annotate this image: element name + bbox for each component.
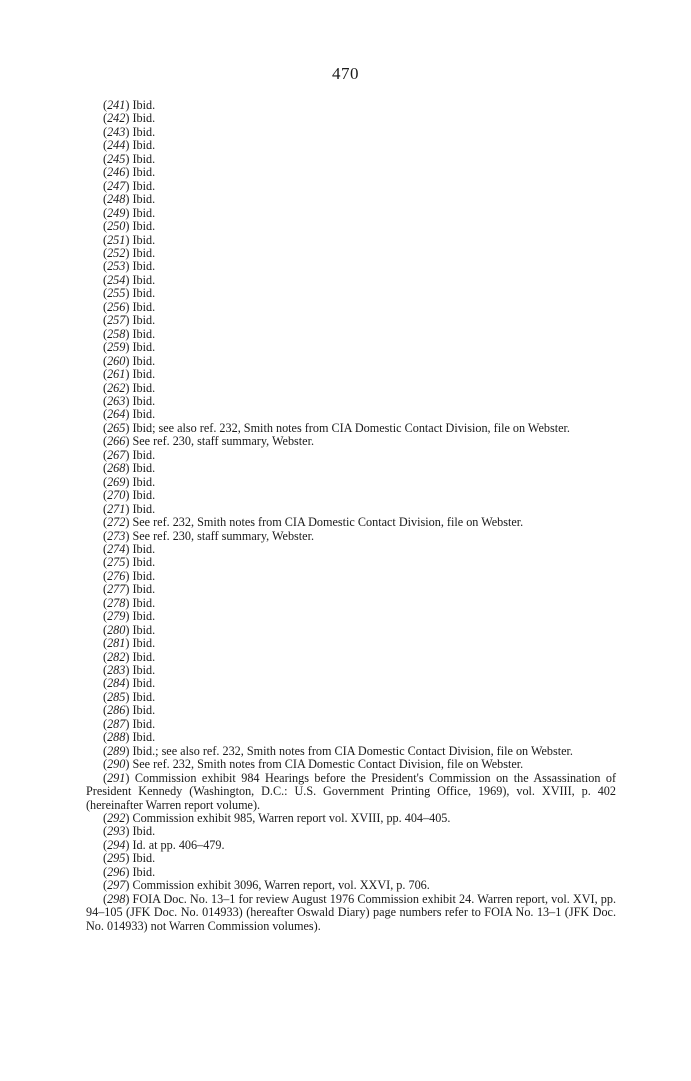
endnote-text: Ibid.: [132, 447, 156, 462]
endnote-256: (256) Ibid.: [103, 299, 156, 314]
endnote-number: 296: [107, 864, 126, 879]
endnote-number: 251: [107, 232, 126, 247]
endnote-number: 289: [107, 743, 126, 758]
endnote-text: Ibid.: [132, 595, 156, 610]
endnote-261: (261) Ibid.: [103, 367, 156, 382]
endnote-number: 278: [107, 595, 126, 610]
endnote-number: 253: [107, 259, 126, 274]
page-number: 470: [332, 64, 359, 83]
endnote-267: (267) Ibid.: [103, 447, 156, 462]
endnote-number: 246: [107, 165, 126, 180]
endnote-text: Ibid.: [132, 353, 156, 368]
endnote-text: FOIA Doc. No. 13–1 for review August 1976 Commission exhibit 24. Warren report, vol. XVI, pp. 94–105 (JFK Doc. No. 014933) (hereafter Oswald Diary) page numbers refer to FOIA No. 13–1 (JFK Doc. No. 014933) not Warren Commission volumes).: [86, 891, 616, 933]
endnote-287: (287) Ibid.: [103, 716, 156, 731]
endnote-251: (251) Ibid.: [103, 232, 156, 247]
endnote-text: Ibid.: [132, 461, 156, 476]
endnote-243: (243) Ibid.: [103, 124, 156, 139]
endnote-250: (250) Ibid.: [103, 219, 156, 234]
endnote-number: 274: [107, 541, 126, 556]
endnote-text: Ibid.: [132, 259, 156, 274]
endnote-number: 257: [107, 313, 126, 328]
endnote-277: (277) Ibid.: [103, 582, 156, 597]
endnote-number: 268: [107, 461, 126, 476]
endnote-292: (292) Commission exhibit 985, Warren report vol. XVIII, pp. 404–405.: [103, 811, 451, 826]
endnote-number: 267: [107, 447, 126, 462]
endnote-text: Ibid.: [132, 272, 156, 287]
endnote-number: 248: [107, 192, 126, 207]
endnote-number: 249: [107, 205, 126, 220]
endnote-text: Ibid.: [132, 609, 156, 624]
endnote-text: Id. at pp. 406–479.: [132, 837, 225, 852]
endnote-294: (294) Id. at pp. 406–479.: [103, 837, 225, 852]
endnote-text: Ibid.: [132, 407, 156, 422]
endnote-283: (283) Ibid.: [103, 663, 156, 678]
endnote-text: Ibid.: [132, 151, 156, 166]
endnote-number: 247: [107, 178, 126, 193]
endnote-number: 262: [107, 380, 126, 395]
endnote-275: (275) Ibid.: [103, 555, 156, 570]
endnote-number: 277: [107, 582, 126, 597]
endnote-270: (270) Ibid.: [103, 488, 156, 503]
endnote-text: Ibid.: [132, 138, 156, 153]
endnote-282: (282) Ibid.: [103, 649, 156, 664]
endnote-text: Ibid.: [132, 582, 156, 597]
endnote-number: 245: [107, 151, 126, 166]
endnote-number: 272: [107, 515, 126, 530]
endnote-text: See ref. 230, staff summary, Webster.: [132, 434, 315, 449]
endnote-text: Ibid.: [132, 313, 156, 328]
endnote-number: 297: [107, 878, 126, 893]
endnote-number: 291: [107, 770, 126, 785]
endnote-text: Ibid.: [132, 299, 156, 314]
endnote-number: 284: [107, 676, 126, 691]
endnote-number: 292: [107, 811, 126, 826]
endnote-260: (260) Ibid.: [103, 353, 156, 368]
endnote-279: (279) Ibid.: [103, 609, 156, 624]
endnote-293: (293) Ibid.: [103, 824, 156, 839]
endnote-number: 285: [107, 689, 126, 704]
endnote-265: (265) Ibid; see also ref. 232, Smith notes from CIA Domestic Contact Division, file on Webster.: [103, 420, 570, 435]
endnote-number: 288: [107, 730, 126, 745]
endnote-255: (255) Ibid.: [103, 286, 156, 301]
endnote-text: Ibid.: [132, 111, 156, 126]
endnote-241: (241) Ibid.: [103, 98, 156, 112]
endnote-280: (280) Ibid.: [103, 622, 156, 637]
endnote-298: (298) FOIA Doc. No. 13–1 for review August 1976 Commission exhibit 24. Warren report, vol. XVI, pp. 94–105 (JFK Doc. No. 014933) (hereafter Oswald Diary) page numbers refer to FOIA No. 13–1 (JFK Doc. No. 014933) not Warren Commission volumes).: [86, 891, 616, 933]
endnote-text: Ibid.: [132, 380, 156, 395]
endnote-276: (276) Ibid.: [103, 568, 156, 583]
endnote-258: (258) Ibid.: [103, 326, 156, 341]
endnote-254: (254) Ibid.: [103, 272, 156, 287]
endnote-number: 279: [107, 609, 126, 624]
endnote-text: Ibid.: [132, 568, 156, 583]
endnote-271: (271) Ibid.: [103, 501, 156, 516]
endnote-252: (252) Ibid.: [103, 245, 156, 260]
endnote-number: 244: [107, 138, 126, 153]
endnote-number: 259: [107, 340, 126, 355]
endnote-296: (296) Ibid.: [103, 864, 156, 879]
endnote-273: (273) See ref. 230, staff summary, Webster.: [103, 528, 315, 543]
endnote-number: 298: [107, 891, 126, 906]
endnote-number: 266: [107, 434, 126, 449]
endnote-text: Commission exhibit 985, Warren report vol. XVIII, pp. 404–405.: [132, 811, 451, 826]
endnote-268: (268) Ibid.: [103, 461, 156, 476]
endnote-number: 241: [107, 98, 126, 112]
endnote-text: Ibid.: [132, 488, 156, 503]
endnote-text: Ibid.: [132, 676, 156, 691]
endnote-274: (274) Ibid.: [103, 541, 156, 556]
endnote-text: Ibid.: [132, 730, 156, 745]
endnote-number: 261: [107, 367, 126, 382]
endnote-246: (246) Ibid.: [103, 165, 156, 180]
endnote-272: (272) See ref. 232, Smith notes from CIA Domestic Contact Division, file on Webster.: [103, 515, 524, 530]
endnote-245: (245) Ibid.: [103, 151, 156, 166]
endnote-text: Ibid.: [132, 393, 156, 408]
endnote-text: Ibid.: [132, 340, 156, 355]
endnote-text: Ibid.: [132, 232, 156, 247]
endnote-number: 286: [107, 703, 126, 718]
endnote-text: Ibid.: [132, 474, 156, 489]
endnote-number: 287: [107, 716, 126, 731]
endnote-281: (281) Ibid.: [103, 636, 156, 651]
endnote-253: (253) Ibid.: [103, 259, 156, 274]
endnote-number: 283: [107, 663, 126, 678]
endnote-291: (291) Commission exhibit 984 Hearings before the President's Commission on the Assassination of President Kennedy (Washington, D.C.: U.S. Government Printing Office, 1969), vol. XVIII, p. 402 (hereinafter Warren report volume).: [86, 770, 617, 812]
endnote-text: Commission exhibit 3096, Warren report, vol. XXVI, p. 706.: [132, 878, 430, 893]
endnote-text: Ibid.: [132, 178, 156, 193]
endnote-number: 280: [107, 622, 126, 637]
endnote-text: Ibid; see also ref. 232, Smith notes from CIA Domestic Contact Division, file on Webster.: [132, 420, 570, 435]
endnote-number: 270: [107, 488, 126, 503]
endnote-text: Ibid.: [132, 716, 156, 731]
endnote-number: 290: [107, 757, 126, 772]
endnote-text: Ibid.: [132, 165, 156, 180]
endnote-text: See ref. 232, Smith notes from CIA Domestic Contact Division, file on Webster.: [132, 515, 524, 530]
endnote-text: Ibid.: [132, 689, 156, 704]
endnote-number: 265: [107, 420, 126, 435]
endnote-number: 295: [107, 851, 126, 866]
endnote-text: Ibid.: [132, 864, 156, 879]
endnote-248: (248) Ibid.: [103, 192, 156, 207]
endnotes-list: [86, 99, 616, 933]
endnote-number: 252: [107, 245, 126, 260]
endnote-262: (262) Ibid.: [103, 380, 156, 395]
endnote-text: Ibid.: [132, 824, 156, 839]
endnote-number: 271: [107, 501, 126, 516]
endnote-number: 242: [107, 111, 126, 126]
endnote-text: Ibid.: [132, 636, 156, 651]
endnote-number: 281: [107, 636, 126, 651]
endnote-286: (286) Ibid.: [103, 703, 156, 718]
endnote-text: Ibid.: [132, 326, 156, 341]
endnote-249: (249) Ibid.: [103, 205, 156, 220]
endnote-290: (290) See ref. 232, Smith notes from CIA Domestic Contact Division, file on Webster.: [103, 757, 524, 772]
endnote-number: 243: [107, 124, 126, 139]
endnote-text: See ref. 232, Smith notes from CIA Domestic Contact Division, file on Webster.: [132, 757, 524, 772]
endnote-text: See ref. 230, staff summary, Webster.: [132, 528, 315, 543]
endnote-285: (285) Ibid.: [103, 689, 156, 704]
endnote-242: (242) Ibid.: [103, 111, 156, 126]
endnote-number: 275: [107, 555, 126, 570]
endnote-text: Ibid.: [132, 555, 156, 570]
endnote-text: Ibid.: [132, 501, 156, 516]
endnote-text: Ibid.: [132, 205, 156, 220]
endnote-257: (257) Ibid.: [103, 313, 156, 328]
endnote-295: (295) Ibid.: [103, 851, 156, 866]
endnote-247: (247) Ibid.: [103, 178, 156, 193]
endnote-number: 269: [107, 474, 126, 489]
endnote-text: Ibid.: [132, 851, 156, 866]
endnote-number: 282: [107, 649, 126, 664]
endnote-text: Ibid.: [132, 541, 156, 556]
endnote-266: (266) See ref. 230, staff summary, Webster.: [103, 434, 315, 449]
endnote-text: Ibid.: [132, 192, 156, 207]
endnote-number: 276: [107, 568, 126, 583]
endnote-text: Ibid.: [132, 649, 156, 664]
endnote-text: Ibid.: [132, 124, 156, 139]
endnote-259: (259) Ibid.: [103, 340, 156, 355]
endnote-number: 255: [107, 286, 126, 301]
endnote-278: (278) Ibid.: [103, 595, 156, 610]
endnote-number: 293: [107, 824, 126, 839]
endnote-text: Ibid.: [132, 286, 156, 301]
endnote-number: 256: [107, 299, 126, 314]
endnote-text: Ibid.: [132, 245, 156, 260]
endnote-text: Ibid.: [132, 703, 156, 718]
endnote-244: (244) Ibid.: [103, 138, 156, 153]
endnote-text: Ibid.: [132, 98, 156, 112]
endnote-284: (284) Ibid.: [103, 676, 156, 691]
endnote-text: Ibid.; see also ref. 232, Smith notes from CIA Domestic Contact Division, file on Webster.: [132, 743, 573, 758]
endnote-text: Ibid.: [132, 219, 156, 234]
endnote-288: (288) Ibid.: [103, 730, 156, 745]
endnote-289: (289) Ibid.; see also ref. 232, Smith notes from CIA Domestic Contact Division, file on Webster.: [103, 743, 573, 758]
endnote-number: 250: [107, 219, 126, 234]
endnote-text: Ibid.: [132, 367, 156, 382]
endnote-text: Commission exhibit 984 Hearings before the President's Commission on the Assassination of President Kennedy (Washington, D.C.: U.S. Government Printing Office, 1969), vol. XVIII, p. 402 (hereinafter Warren report volume).: [86, 770, 617, 812]
endnote-269: (269) Ibid.: [103, 474, 156, 489]
endnote-297: (297) Commission exhibit 3096, Warren report, vol. XXVI, p. 706.: [103, 878, 430, 893]
endnote-number: 264: [107, 407, 126, 422]
endnote-text: Ibid.: [132, 622, 156, 637]
endnote-264: (264) Ibid.: [103, 407, 156, 422]
endnote-number: 273: [107, 528, 126, 543]
endnote-number: 258: [107, 326, 126, 341]
endnote-number: 294: [107, 837, 126, 852]
endnote-number: 254: [107, 272, 126, 287]
endnote-number: 260: [107, 353, 126, 368]
endnote-number: 263: [107, 393, 126, 408]
endnote-263: (263) Ibid.: [103, 393, 156, 408]
endnote-text: Ibid.: [132, 663, 156, 678]
